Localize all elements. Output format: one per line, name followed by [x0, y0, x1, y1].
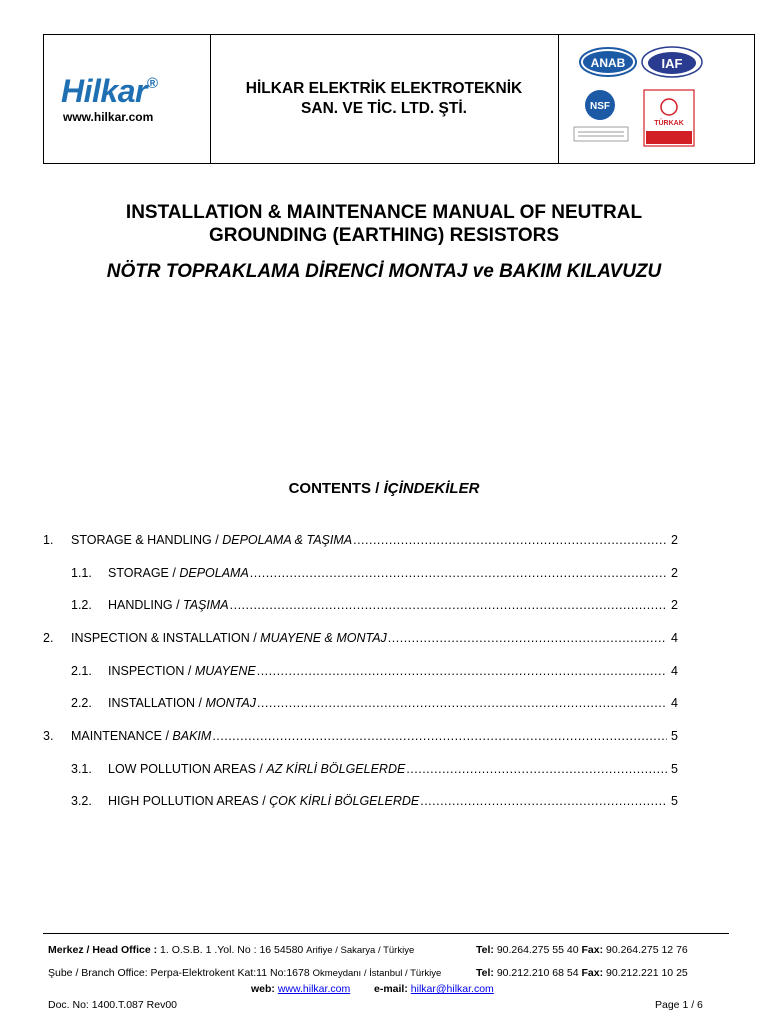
nsf-badge-icon — [574, 90, 628, 141]
contents-heading: CONTENTS / İÇİNDEKİLER — [288, 480, 480, 497]
head-office-phone: Tel: 90.264.275 55 40 Fax: 90.264.275 12 76 — [476, 944, 688, 956]
toc-entry[interactable]: 1.1. STORAGE / DEPOLAMA ..... 2 — [71, 566, 678, 580]
document-title-en: INSTALLATION & MAINTENANCE MANUAL OF NEUTRAL GROUNDING (EARTHING) RESISTORS — [125, 202, 643, 246]
email-contact: e-mail: hilkar@hilkar.com — [374, 983, 494, 995]
toc-entry[interactable]: 3.1. LOW POLLUTION AREAS / AZ KİRLİ BÖLGELERDE ..... 5 — [71, 762, 678, 776]
logo-url: www.hilkar.com — [63, 110, 154, 124]
website-link[interactable]: www.hilkar.com — [277, 983, 351, 995]
svg-text:NSF: NSF — [590, 101, 610, 112]
document-header — [43, 34, 755, 164]
toc-entry[interactable]: 2. INSPECTION & INSTALLATION / MUAYENE & MONTAJ ..... 4 — [43, 631, 678, 645]
page-number: Page 1 / 6 — [655, 999, 703, 1011]
svg-text:IAF: IAF — [661, 56, 683, 71]
logo-cell — [44, 35, 211, 163]
doc-number: Doc. No: 1400.T.087 Rev00 — [48, 999, 177, 1011]
toc-entry[interactable]: 2.2. INSTALLATION / MONTAJ ..... 4 — [71, 696, 678, 710]
iaf-badge-icon — [642, 47, 702, 77]
toc-entry[interactable]: 2.1. INSPECTION / MUAYENE ..... 4 — [71, 664, 678, 678]
branch-office-address: Şube / Branch Office: Perpa-Elektrokent Kat:11 No:1678 Okmeydanı / İstanbul / Türkiye — [48, 967, 442, 979]
toc-entry[interactable]: 3.2. HIGH POLLUTION AREAS / ÇOK KİRLİ BÖLGELERDE ..... 5 — [71, 794, 678, 808]
branch-office-phone: Tel: 90.212.210 68 54 Fax: 90.212.221 10 25 — [476, 967, 688, 979]
toc-entry[interactable]: 1. STORAGE & HANDLING / DEPOLAMA & TAŞIMA ..... 2 — [43, 533, 678, 547]
company-cell — [210, 35, 559, 163]
hilkar-logo: Hilkar® — [61, 73, 158, 109]
web-contact: web: www.hilkar.com — [251, 983, 351, 995]
certifications-cell — [558, 35, 754, 163]
footer-divider — [43, 933, 729, 934]
svg-text:TÜRKAK: TÜRKAK — [654, 120, 684, 127]
toc-entry[interactable]: 3. MAINTENANCE / BAKIM ..... 5 — [43, 729, 678, 743]
certification-badges — [558, 35, 754, 163]
turkak-badge-icon — [644, 90, 694, 146]
email-link[interactable]: hilkar@hilkar.com — [410, 983, 494, 995]
head-office-address: Merkez / Head Office : 1. O.S.B. 1 .Yol. No : 16 54580 Arifiye / Sakarya / Türkiye — [48, 944, 415, 956]
company-name: HİLKAR ELEKTRİK ELEKTROTEKNİK SAN. VE TİC. LTD. ŞTİ. — [245, 80, 523, 117]
svg-text:ANAB: ANAB — [590, 56, 626, 70]
anab-badge-icon — [580, 48, 636, 76]
document-title-tr: NÖTR TOPRAKLAMA DİRENCİ MONTAJ ve BAKIM KILAVUZU — [106, 261, 662, 282]
toc-entry[interactable]: 1.2. HANDLING / TAŞIMA ..... 2 — [71, 598, 678, 612]
